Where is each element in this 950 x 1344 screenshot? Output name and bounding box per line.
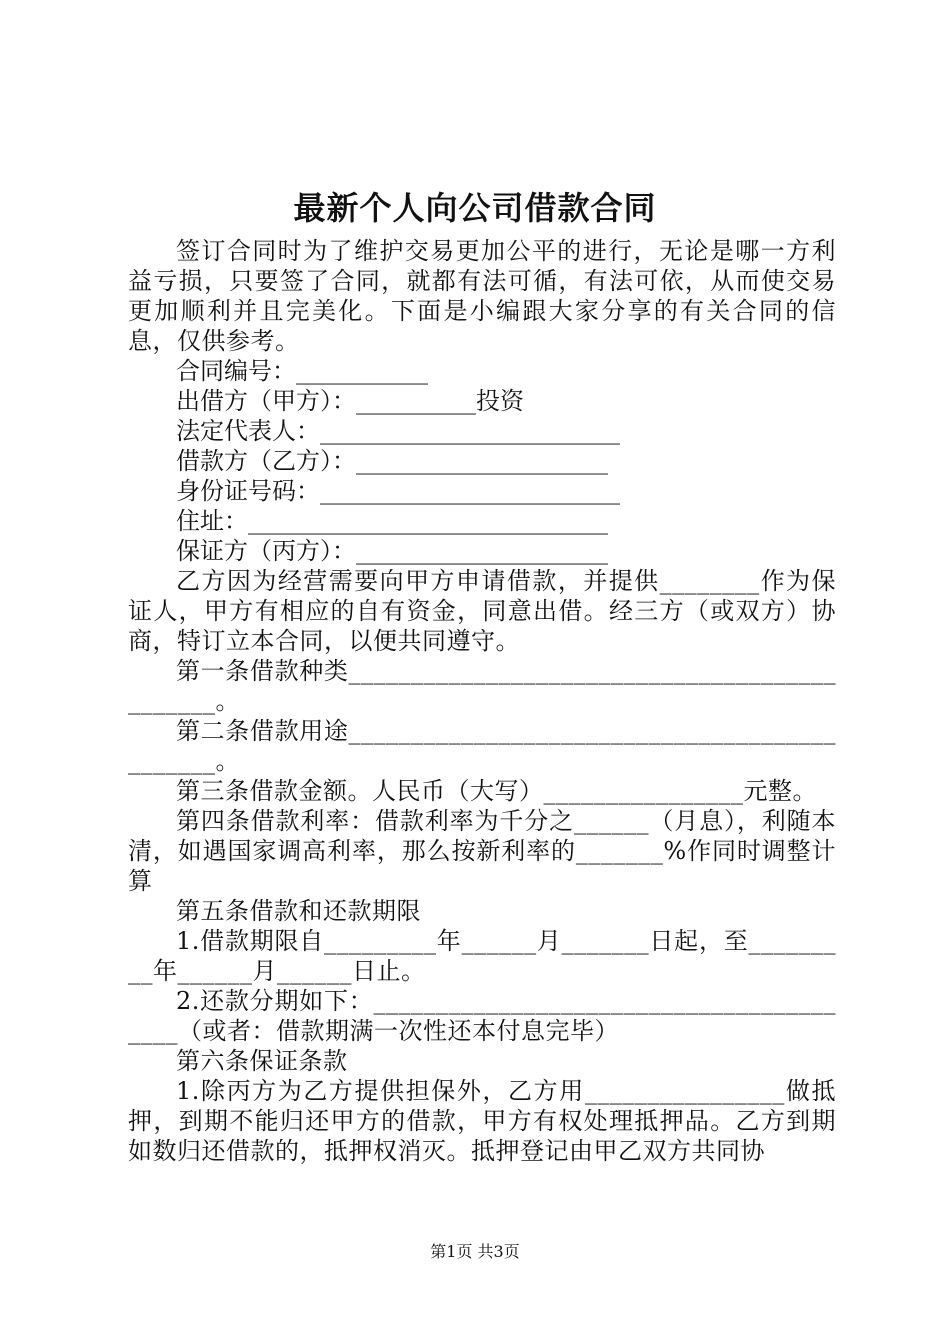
borrower-field: 借款方（乙方）：_____________________ <box>176 447 608 475</box>
preamble-paragraph: 乙方因为经营需要向甲方申请借款，并提供________作为保证人，甲方有相应的自有资金，同意出借。经三方（或双方）协商，特订立本合同，以便共同遵守。 <box>128 567 836 655</box>
clause-5-item-2: 2.还款分期如下：_________________________________________（或者：借款期满一次性还本付息完毕） <box>128 987 836 1045</box>
contract-number-field: 合同编号：___________ <box>176 357 428 385</box>
clause-5-item-1: 1.借款期限自_________年______月_______日起，至_________年______月______日止。 <box>128 927 836 985</box>
document-title: 最新个人向公司借款合同 <box>293 189 657 227</box>
page-indicator: 第1页 共3页 <box>430 1242 520 1261</box>
clause-6-item-1: 1.除丙方为乙方提供担保外，乙方用________________做抵押，到期不能归还甲方的借款，甲方有权处理抵押品。乙方到期如数归还借款的，抵押权消灭。抵押登记由甲乙双方共同协 <box>128 1077 836 1165</box>
clause-4-interest-rate: 第四条借款利率：借款利率为千分之______（月息），利随本清，如遇国家调高利率，那么按新利率的_______%作同时调整计算 <box>128 807 836 895</box>
address-field: 住址：______________________________ <box>176 507 608 535</box>
lender-field: 出借方（甲方）：__________投资 <box>176 387 524 415</box>
id-number-field: 身份证号码：_________________________ <box>176 477 620 505</box>
clause-6-heading: 第六条保证条款 <box>176 1047 348 1075</box>
guarantor-field: 保证方（丙方）：_____________________ <box>176 537 608 565</box>
document-body <box>128 236 836 1166</box>
legal-representative-field: 法定代表人：_________________________ <box>176 417 620 445</box>
clause-3-loan-amount: 第三条借款金额。人民币（大写）________________元整。 <box>176 777 817 805</box>
clause-5-heading: 第五条借款和还款期限 <box>176 897 421 925</box>
clause-1-loan-type: 第一条借款种类______________________________________________。 <box>128 657 836 715</box>
clause-2-loan-purpose: 第二条借款用途______________________________________________。 <box>128 717 836 775</box>
intro-paragraph: 签订合同时为了维护交易更加公平的进行，无论是哪一方利益亏损，只要签了合同，就都有法可循，有法可依，从而使交易更加顺利并且完美化。下面是小编跟大家分享的有关合同的信息，仅供参考。 <box>128 237 836 355</box>
